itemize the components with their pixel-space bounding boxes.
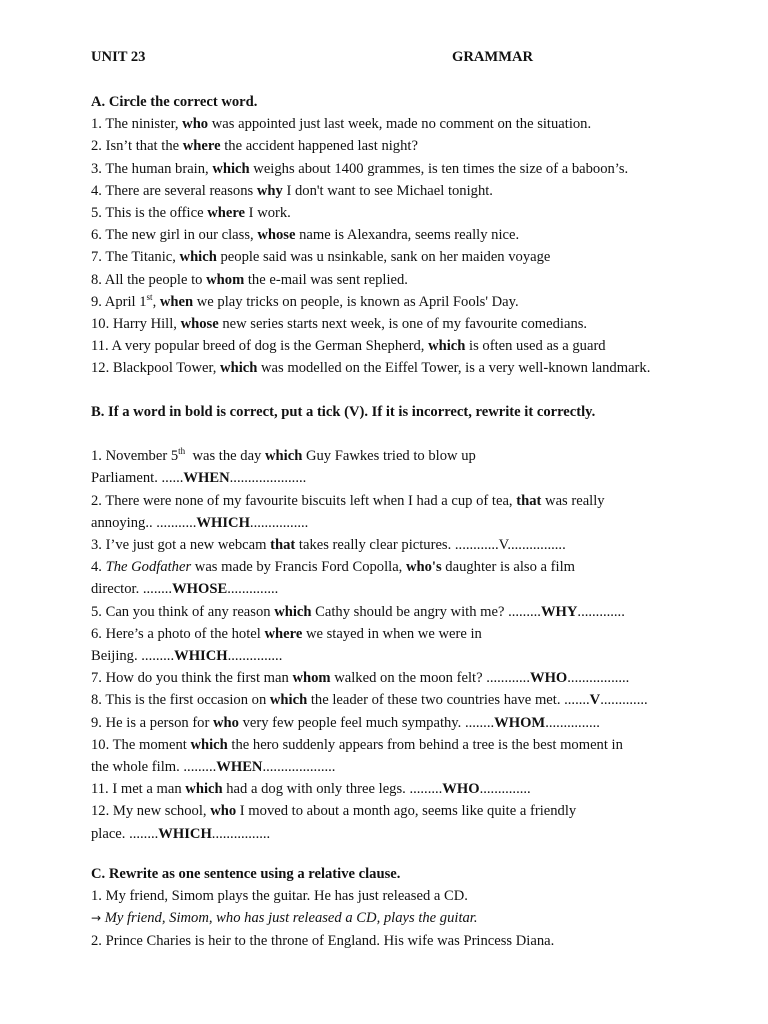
b-item-5[interactable] xyxy=(91,601,741,623)
text: 2. There were none of my favourite biscuits left when I had a cup of tea, xyxy=(91,492,517,509)
bold-word: which xyxy=(269,692,308,709)
text: the hero suddenly appears from behind a tree is the best moment in xyxy=(227,736,623,753)
text: people said was u nsinkable, sank on her maiden voyage xyxy=(216,249,551,266)
answer-dots: ............... xyxy=(545,714,600,731)
b-item-7[interactable] xyxy=(91,667,741,689)
answer-dots: ............. xyxy=(600,692,648,709)
b-item-12-answer[interactable] xyxy=(91,823,741,845)
answer-text: My friend, Simom, who has just released a CD, plays the guitar. xyxy=(101,910,478,927)
answer-dots: .............. xyxy=(227,581,279,598)
bold-word[interactable]: which xyxy=(212,160,250,177)
text: we stayed in when we were in xyxy=(302,625,482,642)
section-c-heading: C. Rewrite as one sentence using a relative clause. xyxy=(91,866,401,882)
text: 9. April 1 xyxy=(91,293,147,310)
answer-dots: ..................... xyxy=(229,470,307,487)
a-item-1 xyxy=(91,113,741,135)
text: 5. Can you think of any reason xyxy=(91,603,275,620)
b-item-4 xyxy=(91,556,741,578)
section-a-heading: A. Circle the correct word. xyxy=(91,94,258,110)
text: I moved to about a month ago, seems like quite a friendly xyxy=(236,803,577,820)
text: we play tricks on people, is known as April Fools' Day. xyxy=(193,293,519,310)
unit-label: UNIT 23 xyxy=(91,49,146,65)
text: the e-mail was sent replied. xyxy=(244,271,408,288)
text: 3. The human brain, xyxy=(91,160,213,177)
section-a xyxy=(91,91,741,380)
subject-label: GRAMMAR xyxy=(452,49,534,65)
text: is often used as a guard xyxy=(465,338,606,355)
b-item-4-answer[interactable] xyxy=(91,578,741,600)
right-arrow-icon: → xyxy=(91,911,102,926)
text: 7. How do you think the first man xyxy=(91,670,293,687)
bold-word: that xyxy=(516,492,542,509)
text: , xyxy=(152,293,160,310)
a-item-10 xyxy=(91,313,741,335)
b-item-1-answer[interactable] xyxy=(91,467,741,489)
text: I don't want to see Michael tonight. xyxy=(282,182,493,199)
b-item-1 xyxy=(91,445,741,467)
section-c xyxy=(91,863,741,952)
answer: WHEN xyxy=(216,759,263,776)
a-item-11 xyxy=(91,335,741,357)
text: I work. xyxy=(245,205,291,222)
bold-word[interactable]: which xyxy=(179,249,217,266)
b-item-12 xyxy=(91,800,741,822)
text: 8. This is the first occasion on xyxy=(91,692,270,709)
text: 2. Isn’t that the xyxy=(91,138,183,155)
bold-word: which xyxy=(274,603,312,620)
bold-word[interactable]: when xyxy=(159,293,194,310)
a-item-2 xyxy=(91,135,741,157)
text: new series starts next week, is one of my favourite comedians. xyxy=(218,316,588,333)
bold-word: that xyxy=(270,537,296,554)
b-item-8[interactable] xyxy=(91,689,741,711)
text: was the day xyxy=(185,448,265,465)
answer: WHOM xyxy=(494,714,546,731)
text: 10. The moment xyxy=(91,736,191,753)
answer-dots: .............. xyxy=(479,781,531,798)
text: annoying.. ........... xyxy=(91,514,197,531)
text: the leader of these two countries have met. ....... xyxy=(307,692,590,709)
a-item-4 xyxy=(91,180,741,202)
bold-word[interactable]: why xyxy=(256,182,283,199)
text: 1. November 5 xyxy=(91,448,179,465)
text: 6. The new girl in our class, xyxy=(91,227,258,244)
answer: WHICH xyxy=(174,648,228,665)
text: weighs about 1400 grammes, is ten times the size of a baboon’s. xyxy=(249,160,629,177)
text: daughter is also a film xyxy=(441,559,575,576)
text: Beijing. ......... xyxy=(91,648,175,665)
text: name is Alexandra, seems really nice. xyxy=(295,227,520,244)
text: the whole film. ......... xyxy=(91,759,217,776)
bold-word[interactable]: whose xyxy=(257,227,296,244)
text: walked on the moon felt? ............ xyxy=(330,670,530,687)
bold-word: whom xyxy=(292,670,331,687)
text: 5. This is the office xyxy=(91,205,208,222)
answer: WHY xyxy=(540,603,578,620)
b-item-10 xyxy=(91,734,741,756)
superscript: st xyxy=(146,291,153,302)
answer: WHOSE xyxy=(172,581,228,598)
a-item-6 xyxy=(91,224,741,246)
answer-dots: ............. xyxy=(577,603,625,620)
text: 12. Blackpool Tower, xyxy=(91,360,221,377)
text: had a dog with only three legs. ......... xyxy=(222,781,443,798)
section-b xyxy=(91,401,741,845)
text: the accident happened last night? xyxy=(220,138,418,155)
text: director. ........ xyxy=(91,581,173,598)
answer: WHICH xyxy=(158,825,212,842)
answer: V xyxy=(589,692,601,709)
b-item-3 xyxy=(91,534,741,556)
text: place. ........ xyxy=(91,825,159,842)
text: Cathy should be angry with me? ......... xyxy=(311,603,541,620)
film-title: The Godfather xyxy=(105,559,192,576)
bold-word[interactable]: whom xyxy=(206,271,245,288)
answer: WHEN xyxy=(183,470,230,487)
c-answer-1 xyxy=(91,907,741,929)
text: 4. There are several reasons xyxy=(91,182,257,199)
text[interactable]: takes really clear pictures. ............V................ xyxy=(295,537,566,554)
text: was modelled on the Eiffel Tower, is a very well-known landmark. xyxy=(257,360,651,377)
b-item-6-answer[interactable] xyxy=(91,645,741,667)
b-item-11[interactable] xyxy=(91,778,741,800)
answer-dots: .................... xyxy=(262,759,336,776)
answer: WHO xyxy=(442,781,480,798)
text: 4. xyxy=(91,559,106,576)
a-item-7 xyxy=(91,246,741,268)
bold-word[interactable]: whose xyxy=(180,316,219,333)
text: was appointed just last week, made no comment on the situation. xyxy=(208,116,592,133)
text: 3. I’ve just got a new webcam xyxy=(91,537,271,554)
bold-word[interactable]: which xyxy=(428,338,466,355)
text: Guy Fawkes tried to blow up xyxy=(302,448,476,465)
bold-word: which xyxy=(185,781,223,798)
bold-word: where xyxy=(264,625,303,642)
bold-word[interactable]: where xyxy=(182,138,221,155)
a-item-5 xyxy=(91,202,741,224)
text: Parliament. ...... xyxy=(91,470,184,487)
answer-dots: ................ xyxy=(249,514,309,531)
answer-dots: ................ xyxy=(211,825,271,842)
a-item-8 xyxy=(91,269,741,291)
bold-word: which xyxy=(265,448,303,465)
text: was really xyxy=(541,492,605,509)
bold-word[interactable]: which xyxy=(220,360,258,377)
b-item-2-answer[interactable] xyxy=(91,512,741,534)
text: 10. Harry Hill, xyxy=(91,316,181,333)
text: 11. A very popular breed of dog is the German Shepherd, xyxy=(91,338,429,355)
text: 1. The ninister, xyxy=(91,116,183,133)
superscript: th xyxy=(178,446,186,457)
text: 8. All the people to xyxy=(91,271,207,288)
text: 7. The Titanic, xyxy=(91,249,180,266)
a-item-3 xyxy=(91,158,741,180)
bold-word[interactable]: where xyxy=(207,205,246,222)
bold-word: who xyxy=(210,803,237,820)
text: 6. Here’s a photo of the hotel xyxy=(91,625,265,642)
text: very few people feel much sympathy. ........ xyxy=(238,714,495,731)
c-question-2: 2. Prince Charies is heir to the throne of England. His wife was Princess Diana. xyxy=(91,932,555,949)
text: 12. My new school, xyxy=(91,803,211,820)
answer: WHICH xyxy=(196,514,250,531)
b-item-9[interactable] xyxy=(91,712,741,734)
bold-word: which xyxy=(190,736,228,753)
c-question-1: 1. My friend, Simom plays the guitar. He has just released a CD. xyxy=(91,888,468,905)
section-b-heading: B. If a word in bold is correct, put a tick (V). If it is incorrect, rewrite it correctly. xyxy=(91,404,596,420)
text: 11. I met a man xyxy=(91,781,186,798)
text: 9. He is a person for xyxy=(91,714,213,731)
bold-word[interactable]: who xyxy=(182,116,209,133)
b-item-10-answer[interactable] xyxy=(91,756,741,778)
bold-word: who's xyxy=(405,559,442,576)
bold-word: who xyxy=(213,714,239,731)
a-item-9 xyxy=(91,291,741,313)
b-item-2 xyxy=(91,490,741,512)
b-item-6 xyxy=(91,623,741,645)
text: was made by Francis Ford Copolla, xyxy=(191,559,406,576)
answer: WHO xyxy=(529,670,568,687)
answer-dots: ............... xyxy=(227,648,283,665)
a-item-12 xyxy=(91,357,741,379)
answer-dots: ................. xyxy=(567,670,630,687)
